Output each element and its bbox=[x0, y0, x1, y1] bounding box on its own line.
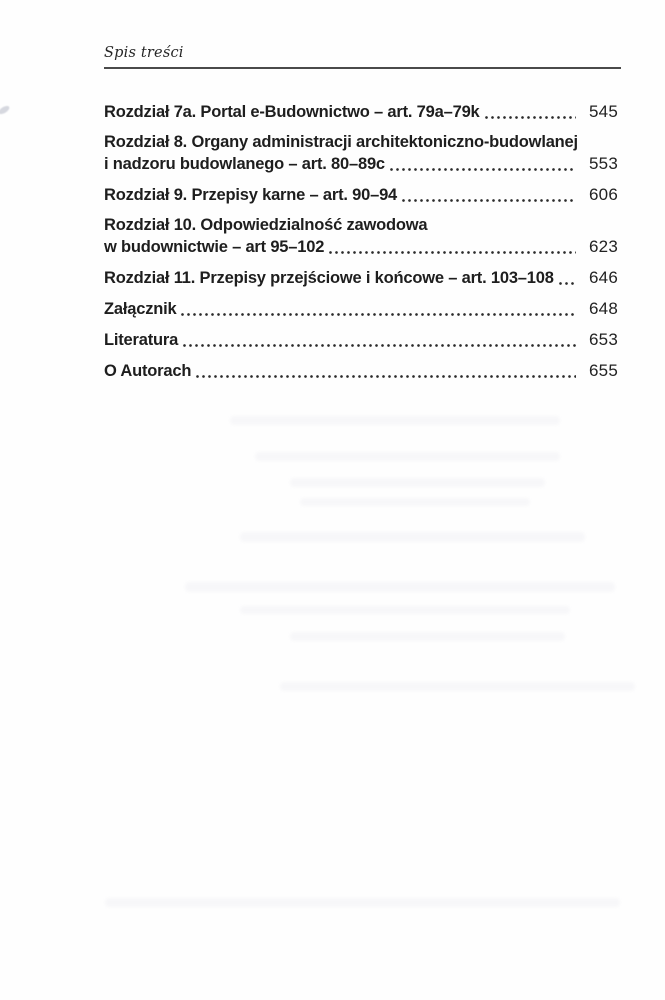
dot-leader bbox=[485, 116, 576, 119]
entry-page-number: 623 bbox=[589, 237, 618, 256]
entry-wrap-lines bbox=[104, 132, 618, 153]
showthrough-smudge bbox=[230, 416, 560, 425]
entry-leader-line bbox=[104, 298, 618, 320]
toc-entry bbox=[104, 132, 618, 175]
showthrough-smudge bbox=[240, 606, 570, 614]
dot-leader bbox=[559, 282, 576, 285]
showthrough-smudge bbox=[105, 898, 620, 907]
entry-wrap-lines bbox=[104, 215, 618, 236]
showthrough-smudge bbox=[290, 478, 545, 487]
entry-page-number: 606 bbox=[589, 185, 618, 204]
entry-title-wrap-line: Rozdział 8. Organy administracji architektoniczno-budowlanej bbox=[104, 133, 578, 151]
running-head bbox=[104, 44, 621, 69]
entry-title: Rozdział 9. Przepisy karne – art. 90–94 bbox=[104, 186, 398, 204]
toc-entry bbox=[104, 101, 618, 123]
dot-leader bbox=[329, 251, 576, 254]
entry-page-number: 646 bbox=[589, 268, 618, 287]
entry-title: Załącznik bbox=[104, 300, 177, 318]
entry-title-wrap-line: Rozdział 10. Odpowiedzialność zawodowa bbox=[104, 216, 428, 234]
dot-leader bbox=[402, 199, 576, 202]
entry-page-number: 653 bbox=[589, 330, 618, 349]
entry-leader-line bbox=[104, 236, 618, 258]
toc-entry bbox=[104, 215, 618, 258]
entry-page-number: 648 bbox=[589, 299, 618, 318]
toc-entry bbox=[104, 184, 618, 206]
entry-leader-line bbox=[104, 329, 618, 351]
page-edge-smudge bbox=[0, 104, 11, 115]
entry-page-number: 553 bbox=[589, 154, 618, 173]
entry-title: O Autorach bbox=[104, 362, 192, 380]
dot-leader bbox=[196, 375, 576, 378]
entry-leader-line bbox=[104, 267, 618, 289]
showthrough-smudge bbox=[290, 632, 565, 641]
toc-entry bbox=[104, 360, 618, 382]
toc-entry bbox=[104, 329, 618, 351]
entry-title: i nadzoru budowlanego – art. 80–89c bbox=[104, 155, 385, 173]
toc-entry bbox=[104, 298, 618, 320]
entry-title: Rozdział 11. Przepisy przejściowe i końcowe – art. 103–108 bbox=[104, 269, 554, 287]
dot-leader bbox=[183, 344, 576, 347]
entry-title: Rozdział 7a. Portal e-Budownictwo – art. 79a–79k bbox=[104, 103, 480, 121]
showthrough-smudge bbox=[240, 532, 585, 542]
entry-leader-line bbox=[104, 360, 618, 382]
entry-leader-line bbox=[104, 153, 618, 175]
entry-page-number: 545 bbox=[589, 102, 618, 121]
entry-title: Literatura bbox=[104, 331, 179, 349]
entry-title: w budownictwie – art 95–102 bbox=[104, 238, 325, 256]
entry-leader-line bbox=[104, 101, 618, 123]
toc-list bbox=[104, 101, 618, 391]
running-head-title: Spis treści bbox=[104, 45, 184, 61]
showthrough-smudge bbox=[185, 582, 615, 592]
entry-page-number: 655 bbox=[589, 361, 618, 380]
dot-leader bbox=[181, 313, 576, 316]
entry-leader-line bbox=[104, 184, 618, 206]
toc-entry bbox=[104, 267, 618, 289]
showthrough-smudge bbox=[255, 452, 560, 461]
dot-leader bbox=[390, 168, 576, 171]
showthrough-smudge bbox=[280, 682, 635, 691]
showthrough-smudge bbox=[300, 498, 530, 506]
